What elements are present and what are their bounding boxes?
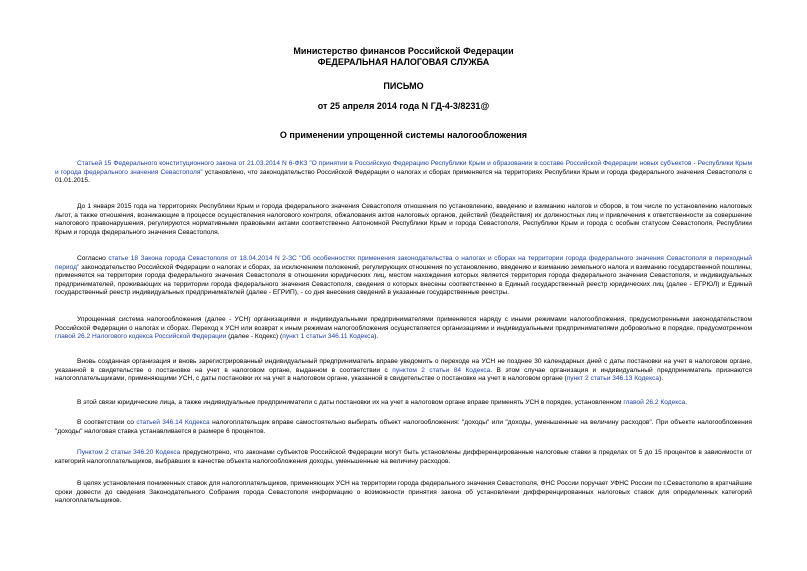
paragraph-text: установлено, что законодательство Российской Федерации о налогах и сборах применяется на территориях Республики Крым и города федерального значения Севастополя с 01.01.2015. [55, 168, 752, 185]
paragraph-5 [55, 358, 752, 384]
paragraph-text: До 1 января 2015 года на территориях Республики Крым и города федерального значения Севастополя отношения по установлению, введению и взиманию налогов и сборов, в том числе по установлению налоговых льгот, а также отношения, возникающие в процессе осуществления налогового контроля, обжалования актов налоговых органов, действий (бездействия) их должностных лиц и привлечения к ответственности за совершение налогового правонарушения, регулируются нормативными правовыми актами соответственно Автономной Республики Крым и города Севастополя, Республики Крым и города с особым статусом Севастополя, Республики Крым и города федерального значения Севастополя. [55, 203, 752, 236]
paragraph-text: В этой связи юридические лица, а также индивидуальные предприниматели с даты постановки их на учет в налоговом органе вправе применять УСН в порядке, установленном [77, 399, 624, 406]
paragraph-2 [55, 203, 752, 237]
service-name: ФЕДЕРАЛЬНАЯ НАЛОГОВАЯ СЛУЖБА [317, 57, 490, 67]
paragraph-text: . В этом случае организация и индивидуальный предприниматель признаются налогоплательщиками, применяющими УСН, с даты постановки их на учет в налоговом органе, указанной в свидетельстве о постановке на учет в налоговом органе ( [55, 366, 753, 383]
link-article-346-20[interactable]: Пунктом 2 статьи 346.20 Кодекса [77, 449, 181, 456]
paragraph-text: Упрощенная система налогообложения (далее - УСН) организациями и индивидуальными предпринимателями применяется наряду с иными режимами налогообложения, предусмотренными законодательством Российской Федерации о налогах и сборах. Переход к УСН или возврат к иным режимам налогообложения осуществляется организациями и индивидуальными предпринимателями добровольно в порядке, предусмотренном [55, 316, 752, 332]
paragraph-text: В целях установления пониженных ставок для налогоплательщиков, применяющих УСН на территории города федерального значения Севастополя, ФНС России поручает УФНС России по г.Севастополю в кратчайшие сроки довести до сведения Законодательного Собрания города Севастополя информацию о возможности принятия закона об установлении дифференцированных налоговых ставок для определенных категорий налогоплательщиков. [55, 480, 752, 505]
paragraph-4 [55, 316, 752, 342]
link-article-346-11[interactable]: пункт 1 статьи 346.11 Кодекса [282, 333, 375, 341]
paragraph-text: Согласно [77, 255, 109, 262]
paragraph-text: . [685, 399, 688, 406]
paragraph-1 [55, 160, 752, 186]
ministry-name: Министерство финансов Российской Федерации [293, 46, 514, 56]
paragraph-text: ). [374, 333, 379, 341]
paragraph-text: законодательство Российской Федерации о налогах и сборах, за исключением положений, регулирующих отношения по установлению, введению и взиманию земельного налога и взиманию государственной пошлины, применяется на территории города федерального значения Севастополя в отношении юридических лиц, местом нахождения которых является территория города федерального значения Севастополя, и индивидуальных предпринимателей, проживающих на территории города федерального значения Севастополя, сведения о которых внесены соответственно в Единый государственный реестр юридических лиц (далее - ЕГРЮЛ) и Единый государственный реестр индивидуальных предпринимателей (далее - ЕГРИП), - со дня внесения сведений в указанные государственные реестры. [55, 263, 752, 297]
paragraph-text: В соответствии со [77, 419, 137, 426]
paragraph-text: ). [659, 375, 664, 383]
link-chapter-26-2[interactable]: главой 26.2 Налогового кодекса Российской Федерации [55, 333, 227, 341]
paragraph-text: (далее - Кодекс) ( [226, 333, 283, 341]
document-reference: от 25 апреля 2014 года N ГД-4-3/8231@ [317, 101, 490, 111]
paragraph-text: Вновь созданная организация и вновь зарегистрированный индивидуальный предприниматель вправе уведомить о переходе на УСН не позднее 30 календарных дней с даты постановки на учет в налоговом органе, указанной в свидетельстве о постановке на учет в налоговом органе, выданном в соответствии с [55, 358, 752, 374]
document-type: ПИСЬМО [383, 81, 424, 91]
paragraph-9 [55, 480, 752, 506]
paragraph-text: предусмотрено, что законами субъектов Российской Федерации могут быть установлены дифференцированные налоговые ставки в пределах от 5 до 15 процентов в зависимости от категорий налогоплательщиков, выбравших в качестве объекта налогообложения доходы, уменьшенные на величину расходов. [55, 449, 752, 465]
paragraph-text: налогоплательщик вправе самостоятельно выбирать объект налогообложения: "доходы" или "доходы, уменьшенные на величину расходов". При объекте налогообложения "доходы" налоговая ставка устанавливается в размере 6 процентов. [55, 419, 752, 435]
paragraph-7 [55, 419, 752, 436]
paragraph-3 [55, 255, 752, 298]
link-chapter-26-2-short[interactable]: главой 26.2 Кодекса [623, 399, 686, 406]
issuer-block [0, 46, 807, 68]
paragraph-6 [55, 399, 752, 408]
link-article-84[interactable]: пунктом 2 статьи 84 Кодекса [392, 366, 491, 374]
link-article-346-13[interactable]: пункт 2 статьи 346.13 Кодекса [566, 375, 660, 383]
link-article-346-14[interactable]: статьей 346.14 Кодекса [136, 419, 210, 426]
link-sevastopol-law[interactable]: статье 18 Закона города Севастополя от 18.04.2014 N 2-ЗС "Об особенностях применения законодательства о налогах и сборах на территории города федерального значения Севастополя в переходный период" [55, 255, 752, 271]
link-fkz-15[interactable]: Статьей 15 Федерального конституционного закона от 21.03.2014 N 6-ФКЗ "О принятии в Российскую Федерацию Республики Крым и образовании в составе Российской Федерации новых субъектов - Республики Крым и города федерального значения Севастополя" [55, 160, 752, 176]
document-subject: О применении упрощенной системы налогообложения [279, 130, 528, 140]
paragraph-8 [55, 449, 752, 466]
